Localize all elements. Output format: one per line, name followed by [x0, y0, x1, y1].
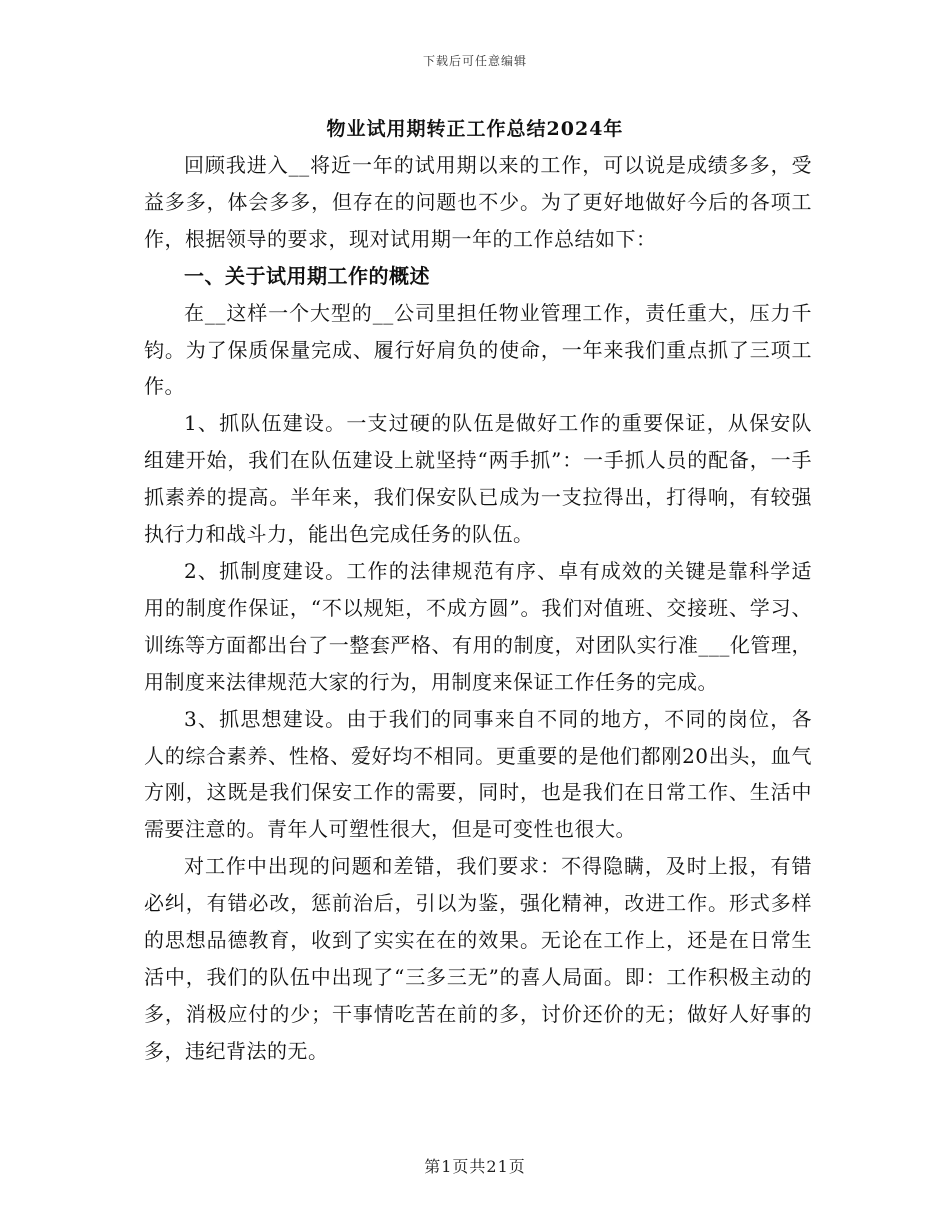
- document-body: [144, 147, 812, 1070]
- paragraph-system-building: 2、抓制度建设。工作的法律规范有序、卓有成效的关键是靠科学适用的制度作保证，“不以规矩，不成方圆”。我们对值班、交接班、学习、训练等方面都出台了一整套严格、有用的制度，对团队实行准___化管理，用制度来法律规范大家的行为，用制度来保证工作任务的完成。: [144, 558, 812, 694]
- paragraph-overview: 在__这样一个大型的__公司里担任物业管理工作，责任重大，压力千钧。为了保质保量完成、履行好肩负的使命，一年来我们重点抓了三项工作。: [144, 300, 812, 399]
- paragraph-team-building: 1、抓队伍建设。一支过硬的队伍是做好工作的重要保证，从保安队组建开始，我们在队伍建设上就坚持“两手抓”：一手抓人员的配备，一手抓素养的提高。半年来，我们保安队已成为一支拉得出，打得响，有较强执行力和战斗力，能出色完成任务的队伍。: [144, 411, 812, 547]
- paragraph-intro: 回顾我进入__将近一年的试用期以来的工作，可以说是成绩多多，受益多多，体会多多，但存在的问题也不少。为了更好地做好今后的各项工作，根据领导的要求，现对试用期一年的工作总结如下：: [144, 153, 812, 251]
- paragraph-problem-handling: 对工作中出现的问题和差错，我们要求：不得隐瞒，及时上报，有错必纠，有错必改，惩前治后，引以为鉴，强化精神，改进工作。形式多样的思想品德教育，收到了实实在在的效果。无论在工作上，还是在日常生活中，我们的队伍中出现了“三多三无”的喜人局面。即：工作积极主动的多，消极应付的少；干事情吃苦在前的多，讨价还价的无；做好人好事的多，违纪背法的无。: [144, 854, 812, 1063]
- page-number: 第1页共21页: [424, 1157, 526, 1176]
- section-heading: 一、关于试用期工作的概述: [184, 263, 430, 288]
- page-title: 物业试用期转正工作总结2024年: [326, 118, 624, 140]
- paragraph-mindset-building: 3、抓思想建设。由于我们的同事来自不同的地方，不同的岗位，各人的综合素养、性格、爱好均不相同。更重要的是他们都刚20出头，血气方刚，这既是我们保安工作的需要，同时，也是我们在日常工作、生活中需要注意的。青年人可塑性很大，但是可变性也很大。: [144, 706, 812, 842]
- header-note: 下载后可任意编辑: [422, 54, 527, 68]
